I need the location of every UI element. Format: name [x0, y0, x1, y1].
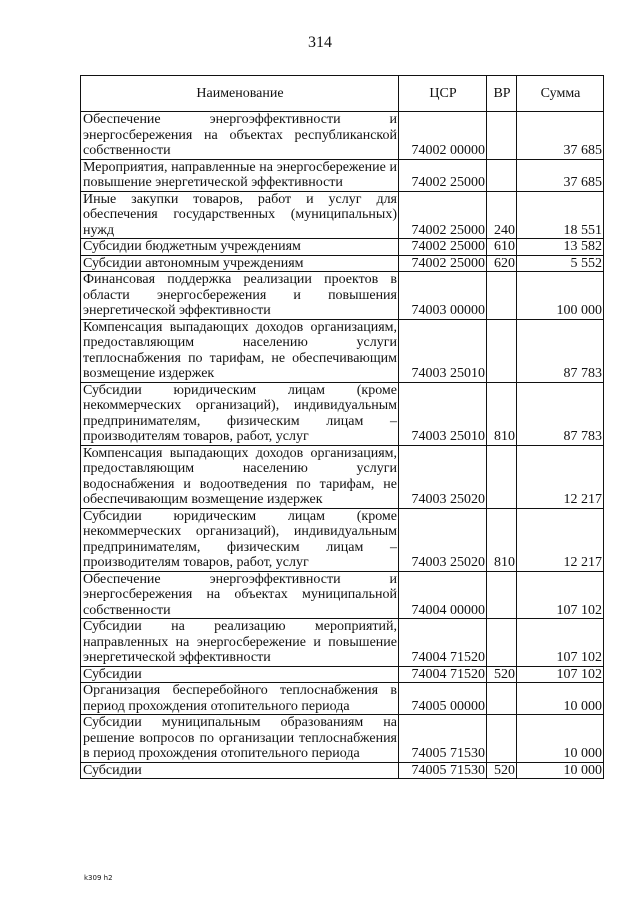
table-row: [81, 382, 604, 445]
row-sum: 37 685: [517, 112, 604, 160]
header-sum: Сумма: [517, 76, 604, 112]
row-sum: 107 102: [517, 666, 604, 683]
table-row: [81, 666, 604, 683]
row-vr: [487, 319, 517, 382]
row-csr: 74005 00000: [399, 683, 487, 715]
footer-code: k309 h2: [84, 874, 113, 882]
row-sum: 12 217: [517, 445, 604, 508]
row-sum: 12 217: [517, 508, 604, 571]
row-vr: 610: [487, 239, 517, 256]
row-vr: 520: [487, 762, 517, 779]
row-csr: 74002 25000: [399, 191, 487, 239]
page-number: 314: [308, 34, 332, 51]
row-csr: 74002 25000: [399, 159, 487, 191]
row-csr: 74005 71530: [399, 715, 487, 763]
table-row: [81, 272, 604, 320]
table-row: [81, 715, 604, 763]
row-vr: 620: [487, 255, 517, 272]
row-vr: [487, 445, 517, 508]
row-csr: 74005 71530: [399, 762, 487, 779]
row-vr: [487, 159, 517, 191]
table-row: [81, 319, 604, 382]
budget-table: [80, 75, 604, 779]
row-sum: 87 783: [517, 319, 604, 382]
table-row: [81, 683, 604, 715]
row-csr: 74004 00000: [399, 571, 487, 619]
row-csr: 74003 25020: [399, 445, 487, 508]
row-name: Субсидии: [81, 666, 399, 683]
row-csr: 74003 00000: [399, 272, 487, 320]
row-vr: [487, 715, 517, 763]
row-name: Мероприятия, направленные на энергосбережение и повышение энергетической эффективности: [81, 159, 399, 191]
row-sum: 100 000: [517, 272, 604, 320]
row-name: Финансовая поддержка реализации проектов в области энергосбережения и повышения энергетической эффективности: [81, 272, 399, 320]
row-name: Обеспечение энергоэффективности и энергосбережения на объектах республиканской собственности: [81, 112, 399, 160]
header-vr: ВР: [487, 76, 517, 112]
row-csr: 74004 71520: [399, 619, 487, 667]
table-row: [81, 445, 604, 508]
row-vr: [487, 272, 517, 320]
row-sum: 10 000: [517, 762, 604, 779]
row-name: Организация бесперебойного теплоснабжения в период прохождения отопительного периода: [81, 683, 399, 715]
row-sum: 107 102: [517, 619, 604, 667]
row-vr: 810: [487, 382, 517, 445]
row-name: Субсидии автономным учреждениям: [81, 255, 399, 272]
table-row: [81, 619, 604, 667]
row-sum: 10 000: [517, 715, 604, 763]
table-header-row: [81, 76, 604, 112]
table-row: [81, 191, 604, 239]
header-csr: ЦСР: [399, 76, 487, 112]
table-row: [81, 571, 604, 619]
row-vr: [487, 619, 517, 667]
row-sum: 37 685: [517, 159, 604, 191]
row-vr: [487, 683, 517, 715]
row-vr: [487, 571, 517, 619]
table-row: [81, 508, 604, 571]
row-name: Субсидии юридическим лицам (кроме некоммерческих организаций), индивидуальным предпринимателям, физическим лицам – производителям товаров, работ, услуг: [81, 508, 399, 571]
row-name: Субсидии муниципальным образованиям на решение вопросов по организации теплоснабжения в период прохождения отопительного периода: [81, 715, 399, 763]
row-sum: 13 582: [517, 239, 604, 256]
table-row: [81, 255, 604, 272]
row-name: Субсидии юридическим лицам (кроме некоммерческих организаций), индивидуальным предпринимателям, физическим лицам – производителям товаров, работ, услуг: [81, 382, 399, 445]
row-name: Компенсация выпадающих доходов организациям, предоставляющим населению услуги теплоснабжения по тарифам, не обеспечивающим возмещение издержек: [81, 319, 399, 382]
table-row: [81, 239, 604, 256]
row-vr: 240: [487, 191, 517, 239]
row-vr: [487, 112, 517, 160]
table-row: [81, 112, 604, 160]
row-sum: 18 551: [517, 191, 604, 239]
table-row: [81, 762, 604, 779]
header-name: Наименование: [81, 76, 399, 112]
row-sum: 107 102: [517, 571, 604, 619]
row-sum: 87 783: [517, 382, 604, 445]
row-csr: 74003 25020: [399, 508, 487, 571]
row-csr: 74002 00000: [399, 112, 487, 160]
row-sum: 10 000: [517, 683, 604, 715]
row-csr: 74003 25010: [399, 319, 487, 382]
table-row: [81, 159, 604, 191]
row-name: Субсидии: [81, 762, 399, 779]
row-csr: 74002 25000: [399, 239, 487, 256]
row-csr: 74002 25000: [399, 255, 487, 272]
row-name: Иные закупки товаров, работ и услуг для обеспечения государственных (муниципальных) нужд: [81, 191, 399, 239]
row-name: Субсидии бюджетным учреждениям: [81, 239, 399, 256]
row-sum: 5 552: [517, 255, 604, 272]
row-name: Компенсация выпадающих доходов организациям, предоставляющим населению услуги водоснабжения и водоотведения по тарифам, не обеспечивающим возмещение издержек: [81, 445, 399, 508]
row-name: Субсидии на реализацию мероприятий, направленных на энергосбережение и повышение энергетической эффективности: [81, 619, 399, 667]
row-name: Обеспечение энергоэффективности и энергосбережения на объектах муниципальной собственности: [81, 571, 399, 619]
row-csr: 74004 71520: [399, 666, 487, 683]
row-vr: 810: [487, 508, 517, 571]
row-vr: 520: [487, 666, 517, 683]
row-csr: 74003 25010: [399, 382, 487, 445]
